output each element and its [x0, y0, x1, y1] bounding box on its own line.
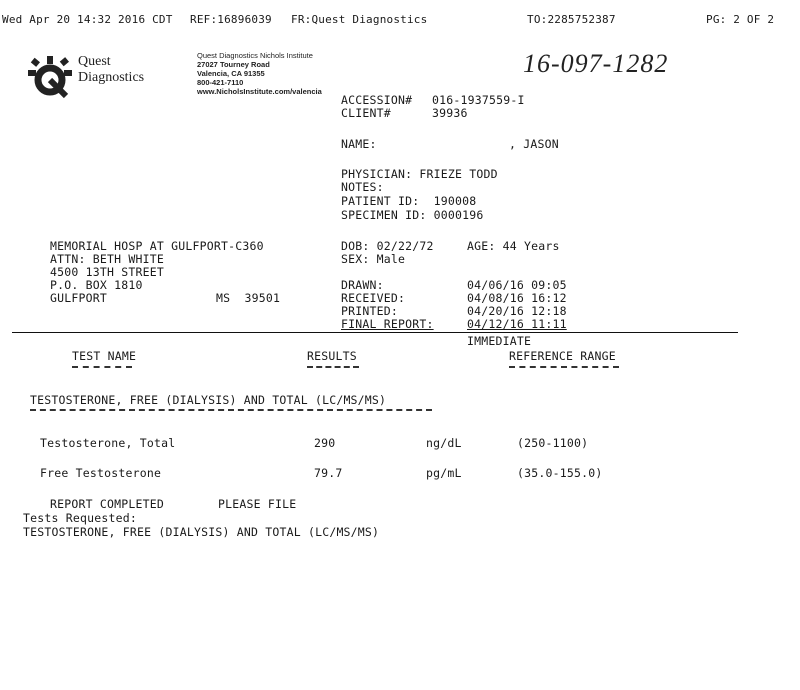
- lab-website: www.NicholsInstitute.com/valencia: [197, 87, 322, 96]
- drawn-date: 04/06/16 09:05: [467, 278, 567, 292]
- printed-label: PRINTED:: [341, 304, 398, 318]
- result-row: [0, 436, 800, 450]
- physician: PHYSICIAN: FRIEZE TODD: [341, 167, 498, 181]
- fax-ref: REF:16896039: [190, 13, 272, 26]
- client-state-zip: MS 39501: [216, 291, 281, 305]
- patient-name-value: , JASON: [509, 137, 559, 151]
- accession-value: 016-1937559-I: [432, 93, 525, 107]
- result-value: 79.7: [314, 466, 343, 480]
- client-value: 39936: [432, 106, 468, 120]
- age: AGE: 44 Years: [467, 239, 560, 253]
- priority-immediate: IMMEDIATE: [467, 334, 532, 348]
- column-reference-range: REFERENCE RANGE: [509, 349, 616, 363]
- lab-address-2: Valencia, CA 91355: [197, 69, 265, 78]
- result-value: 290: [314, 436, 336, 450]
- test-name: Free Testosterone: [40, 466, 162, 480]
- column-test-name: TEST NAME: [72, 349, 137, 363]
- client-address-line-3: 4500 13TH STREET: [50, 265, 164, 279]
- tests-requested-label: Tests Requested:: [23, 511, 137, 525]
- reference-range: (35.0-155.0): [517, 466, 603, 480]
- fax-page: PG: 2 OF 2: [706, 13, 775, 26]
- test-name: Testosterone, Total: [40, 436, 176, 450]
- lab-phone: 800-421-7110: [197, 78, 244, 87]
- dob: DOB: 02/22/72: [341, 239, 434, 253]
- logo-word-quest: Quest: [78, 54, 111, 69]
- client-address-line-1: MEMORIAL HOSP AT GULFPORT-C360: [50, 239, 264, 253]
- result-row: [0, 466, 800, 480]
- lab-name: Quest Diagnostics Nichols Institute: [197, 51, 313, 60]
- header-divider: [12, 332, 738, 333]
- printed-date: 04/20/16 12:18: [467, 304, 567, 318]
- patient-id: PATIENT ID: 190008: [341, 194, 477, 208]
- lab-address-1: 27027 Tourney Road: [197, 60, 270, 69]
- received-date: 04/08/16 16:12: [467, 291, 567, 305]
- handwritten-case-number: 16-097-1282: [523, 49, 669, 78]
- client-label: CLIENT#: [341, 106, 391, 120]
- panel-title: TESTOSTERONE, FREE (DIALYSIS) AND TOTAL (LC/MS/MS): [30, 393, 387, 407]
- file-instruction: PLEASE FILE: [218, 497, 297, 511]
- reference-range: (250-1100): [517, 436, 589, 450]
- received-label: RECEIVED:: [341, 291, 406, 305]
- fax-from: FR:Quest Diagnostics: [291, 13, 428, 26]
- fax-to: TO:2285752387: [527, 13, 616, 26]
- result-unit: pg/mL: [426, 466, 462, 480]
- lab-info: [197, 51, 322, 96]
- accession-label: ACCESSION#: [341, 93, 413, 107]
- column-reference-range-underline: [509, 366, 619, 368]
- final-report-date: 04/12/16 11:11: [467, 317, 567, 331]
- client-city: GULFPORT: [50, 291, 107, 305]
- fax-timestamp: Wed Apr 20 14:32 2016 CDT: [2, 13, 173, 26]
- column-test-name-underline: [72, 366, 132, 368]
- patient-name-label: NAME:: [341, 137, 377, 151]
- client-address-line-2: ATTN: BETH WHITE: [50, 252, 164, 266]
- report-status: REPORT COMPLETED: [50, 497, 164, 511]
- column-results-underline: [307, 366, 359, 368]
- notes: NOTES:: [341, 180, 384, 194]
- drawn-label: DRAWN:: [341, 278, 384, 292]
- result-unit: ng/dL: [426, 436, 462, 450]
- quest-logo-icon: [26, 54, 74, 102]
- tests-requested-value: TESTOSTERONE, FREE (DIALYSIS) AND TOTAL (LC/MS/MS): [23, 525, 380, 539]
- panel-title-underline: [30, 409, 432, 411]
- client-address-line-4: P.O. BOX 1810: [50, 278, 143, 292]
- final-report-label: FINAL REPORT:: [341, 317, 434, 331]
- specimen-id: SPECIMEN ID: 0000196: [341, 208, 484, 222]
- logo-word-diagnostics: Diagnostics: [78, 70, 145, 85]
- sex: SEX: Male: [341, 252, 406, 266]
- column-results: RESULTS: [307, 349, 357, 363]
